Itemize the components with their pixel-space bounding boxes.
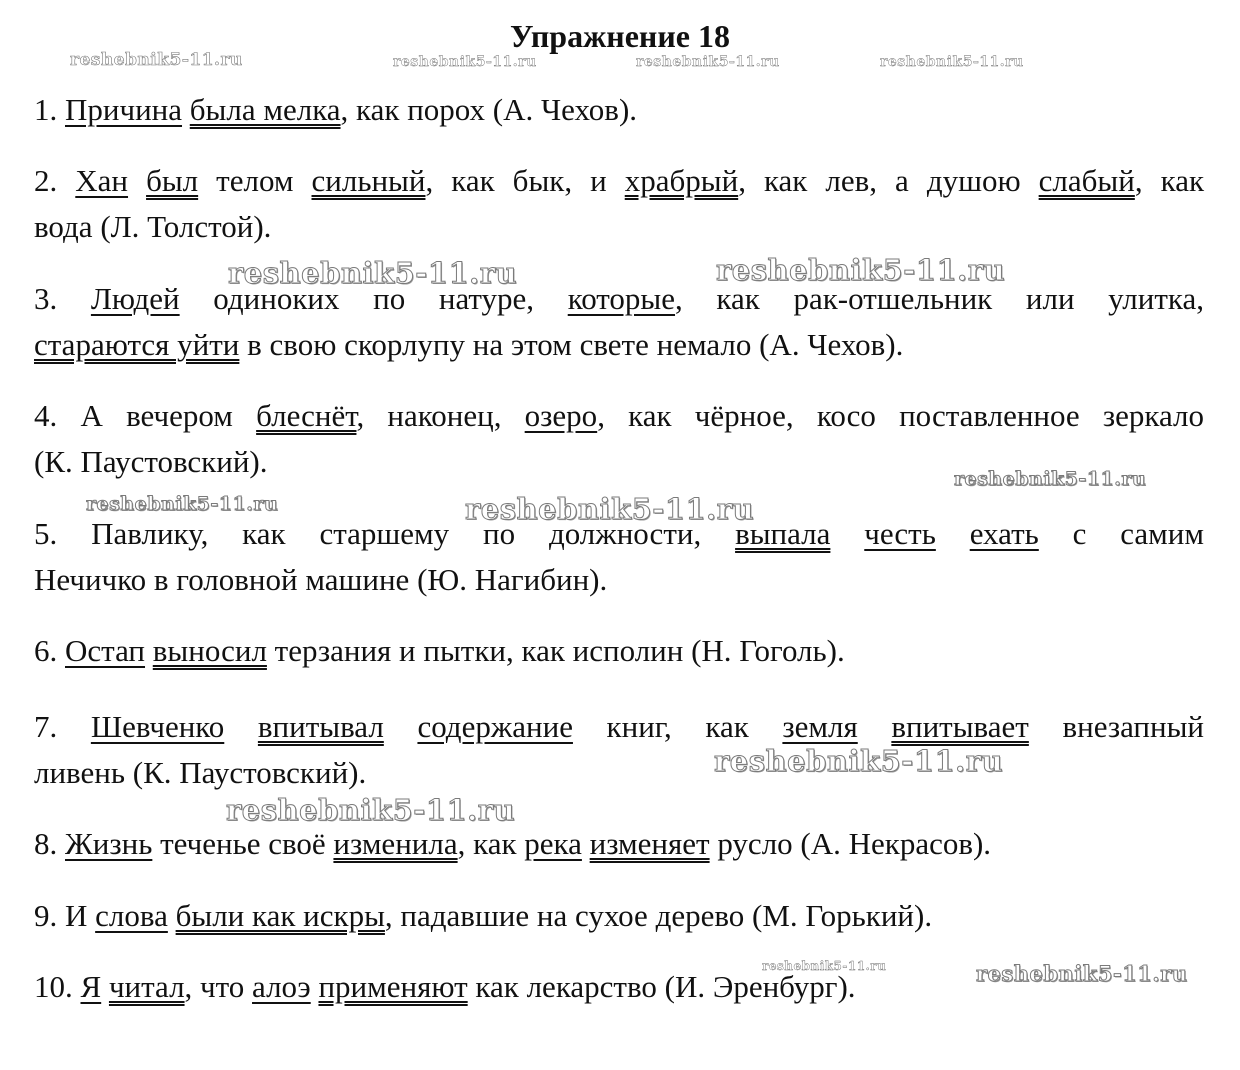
sentence-text: 1. [34,92,65,127]
predicate-word: читал [108,969,185,1004]
predicate-word: впитывал [257,709,384,744]
predicate-word: храбрый [624,163,739,198]
subject-word: Шевченко [90,709,225,744]
sentence-1-line-1 [34,87,1204,133]
sentence-text: 2. [34,163,76,198]
predicate-word: слабый [1038,163,1135,198]
sentence-10-line-1 [34,964,1204,1010]
sentence-text: , как бык, и [425,163,625,198]
sentence-3-line-1 [34,276,1204,322]
sentence-2-line-2 [34,204,1204,250]
page-title: Упражнение 18 [509,18,730,54]
sentence-6-line-1 [34,628,1204,674]
sentence-text [582,826,590,861]
watermark: reshebnik5-11.ru [70,50,243,70]
sentence-text: телом [198,163,312,198]
sentence-text [168,898,176,933]
predicate-word: блеснёт [256,398,357,433]
predicate-word: стараются уйти [34,327,240,362]
predicate-word: выпала [735,516,831,551]
sentence-text [128,163,146,198]
sentence-text: внезапный [1028,709,1205,744]
predicate-word: изменила [333,826,458,861]
subject-word: Людей [90,281,180,316]
predicate-word: была мелка [189,92,341,127]
sentence-9-line-1 [34,893,1204,939]
sentence-text: 9. И [34,898,96,933]
predicate-word: применяют [318,969,468,1004]
sentence-7-line-2 [34,750,1204,796]
sentence-text: 10. [34,969,81,1004]
sentence-text [936,516,970,551]
sentence-7-line-1 [34,704,1204,750]
sentence-text [224,709,258,744]
sentence-text: 7. [34,709,91,744]
watermark: reshebnik5-11.ru [636,54,780,70]
subject-word: слова [95,898,168,933]
sentence-text: одиноких по натуре, [179,281,568,316]
sentence-text [858,709,892,744]
sentence-text: как лекарство (И. Эренбург). [467,969,856,1004]
sentence-text [101,969,109,1004]
watermark: reshebnik5-11.ru [880,54,1024,70]
subject-word: честь [864,516,936,551]
sentence-text [145,633,153,668]
sentence-text: терзания и пытки, как исполин (Н. Гоголь). [266,633,845,668]
sentence-5-line-2 [34,557,1204,603]
sentence-text: вода (Л. Толстой). [34,209,272,244]
sentence-text: , как [457,826,525,861]
watermark: reshebnik5-11.ru [976,961,1188,986]
subject-word: озеро [524,398,598,433]
sentence-text: , как порох (А. Чехов). [340,92,638,127]
sentence-text: 4. А вечером [34,398,257,433]
watermark: reshebnik5-11.ru [716,253,1006,287]
sentence-text: 5. Павлику, как старшему по должности, [34,516,736,551]
sentence-text: Нечичко в головной машине (Ю. Нагибин). [34,562,608,597]
sentence-4-line-1 [34,393,1204,439]
sentence-text: в свою скорлупу на этом свете немало (А. Чехов). [239,327,904,362]
subject-word: алоэ [252,969,311,1004]
watermark: reshebnik5-11.ru [226,793,516,827]
sentence-text: 8. [34,826,65,861]
sentence-text: теченье своё [152,826,334,861]
predicate-word: выносил [152,633,267,668]
watermark: reshebnik5-11.ru [714,744,1004,778]
subject-word: Я [80,969,102,1004]
sentence-text: , падавшие на сухое дерево (М. Горький). [384,898,933,933]
predicate-word: изменяет [589,826,710,861]
sentence-text: (К. Паустовский). [34,444,268,479]
sentence-text: , как лев, а душою [738,163,1039,198]
sentence-text: 6. [34,633,65,668]
watermark: reshebnik5-11.ru [228,256,518,290]
sentence-text: , как [1134,163,1205,198]
subject-word: река [524,826,582,861]
sentence-text: , наконец, [356,398,525,433]
sentence-4-line-2 [34,439,1204,485]
sentence-2-line-1 [34,158,1204,204]
sentence-text [830,516,864,551]
sentence-text: с самим [1038,516,1204,551]
predicate-word: был [146,163,199,198]
sentence-text [384,709,418,744]
watermark: reshebnik5-11.ru [762,959,887,973]
sentence-text: , что [184,969,253,1004]
predicate-word: были как искры [175,898,385,933]
sentence-text: ливень (К. Паустовский). [34,755,367,790]
sentence-text: книг, как [572,709,783,744]
sentence-text [182,92,190,127]
watermark: reshebnik5-11.ru [465,492,755,526]
subject-word: Остап [65,633,146,668]
sentence-text: , как чёрное, косо поставленное зеркало [597,398,1204,433]
watermark: reshebnik5-11.ru [86,493,279,515]
subject-word: Причина [65,92,183,127]
subject-word: земля [782,709,858,744]
subject-word: содержание [417,709,573,744]
watermark: reshebnik5-11.ru [393,54,537,70]
sentence-text: русло (А. Некрасов). [709,826,992,861]
subject-word: Жизнь [65,826,153,861]
subject-word: Хан [75,163,129,198]
subject-word: ехать [969,516,1039,551]
subject-word: которые [567,281,676,316]
sentence-text: , как рак-отшельник или улитка, [675,281,1205,316]
predicate-word: сильный [311,163,426,198]
sentence-3-line-2 [34,322,1204,368]
predicate-word: впитывает [891,709,1029,744]
sentence-8-line-1 [34,821,1204,867]
watermark: reshebnik5-11.ru [954,468,1147,490]
sentence-text: 3. [34,281,91,316]
sentence-5-line-1 [34,511,1204,557]
